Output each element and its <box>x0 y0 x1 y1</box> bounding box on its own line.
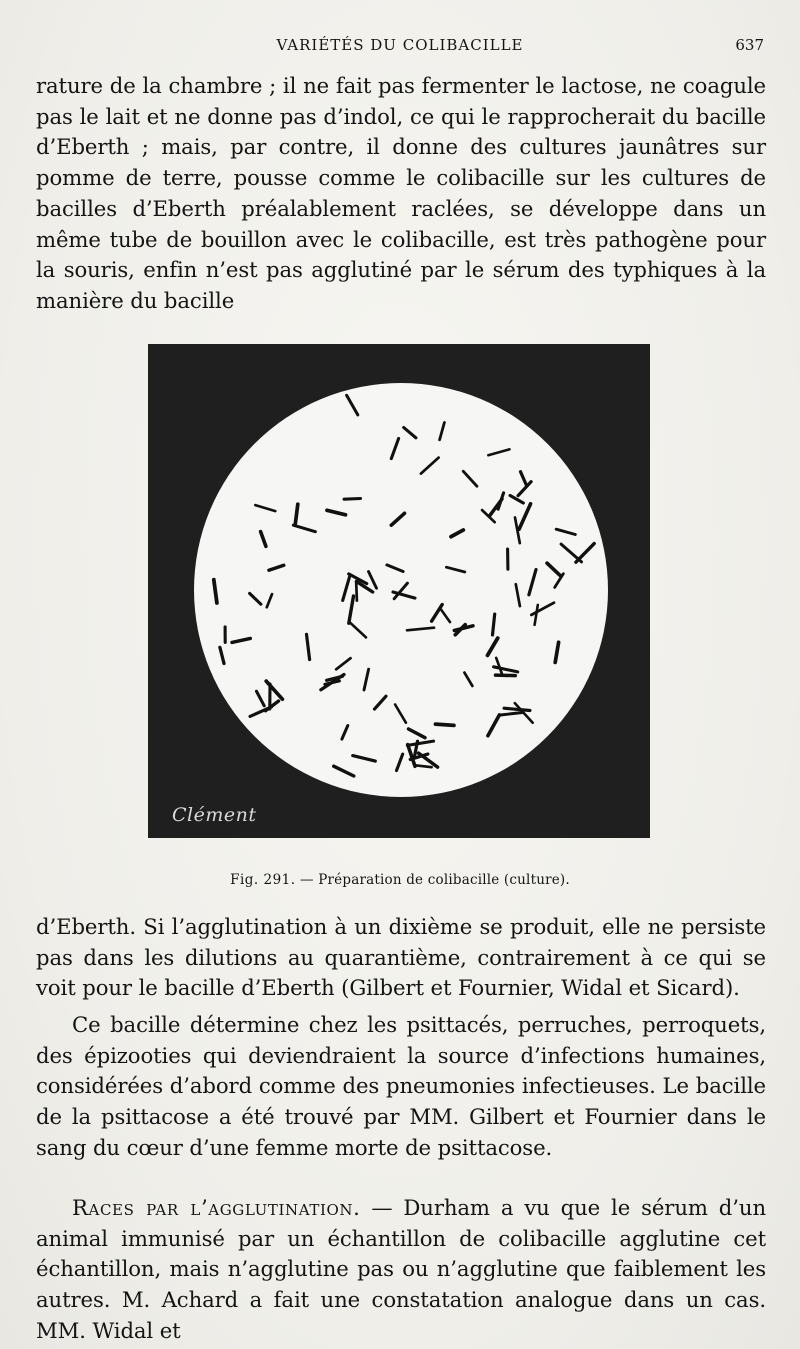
paragraph-eberth: d’Eberth. Si l’agglutination à un dixième se produit, elle ne persiste pas dans les dilutions au quarantième, contrairement à ce qui se voit pour le bacille d’Eberth (Gilbert et Fournier, Widal et Sicard). <box>36 914 766 1001</box>
bacillus <box>356 583 357 601</box>
paragraph-psittacose: Ce bacille détermine chez les psittacés, perruches, perroquets, des épizooties qui deviendraient la source d’infections humaines, considérées d’abord comme des pneumonies infectieuses. Le bacille de la psittacose a été trouvé par MM. Gilbert et Fournier dans le sang du cœur d’une femme morte de psittacose. <box>36 1012 766 1160</box>
figure-caption <box>0 872 800 888</box>
page-header <box>36 32 764 58</box>
page-number: 637 <box>735 36 764 54</box>
bacillus <box>436 724 454 725</box>
artist-signature: Clément <box>172 804 257 826</box>
paragraph-races-body: Durham a vu que le sérum d’un animal immunisé par un échantillon de colibacille agglutine cet échantillon, mais n’agglutine pas ou n’agglutine que faiblement les autres. M. Achard a fait une constatation analogue dans un cas. MM. Widal et <box>36 1195 766 1343</box>
figure-caption-text: — Préparation de colibacille (culture). <box>295 872 570 888</box>
bacillus <box>295 504 297 523</box>
figure-label: Fig. 291. <box>230 872 296 888</box>
micrograph-figure <box>148 344 650 838</box>
bacillus <box>493 614 495 635</box>
bacillus <box>496 675 516 676</box>
bacillus <box>415 765 431 767</box>
heading-dash: — <box>360 1195 404 1220</box>
paragraph-continuation: rature de la chambre ; il ne fait pas fermenter le lactose, ne coagule pas le lait et ne donne pas d’indol, ce qui le rapprocherait du bacille d’Eberth ; mais, par contre, il donne des cultures jaunâtres sur pomme de terre, pousse comme le colibacille sur les cultures de bacilles d’Eberth préalablement raclées, se développe dans un même tube de bouillon avec le colibacille, est très pathogène pour la souris, enfin n’est pas agglutiné par le sérum des typhiques à la manière du bacille <box>36 73 766 313</box>
running-title: VARIÉTÉS DU COLIBACILLE <box>276 36 524 54</box>
section-heading: Races par l’agglutination. <box>72 1195 361 1220</box>
micrograph-illustration <box>148 344 650 838</box>
bacillus <box>344 499 360 500</box>
paragraph-races <box>36 1193 766 1347</box>
